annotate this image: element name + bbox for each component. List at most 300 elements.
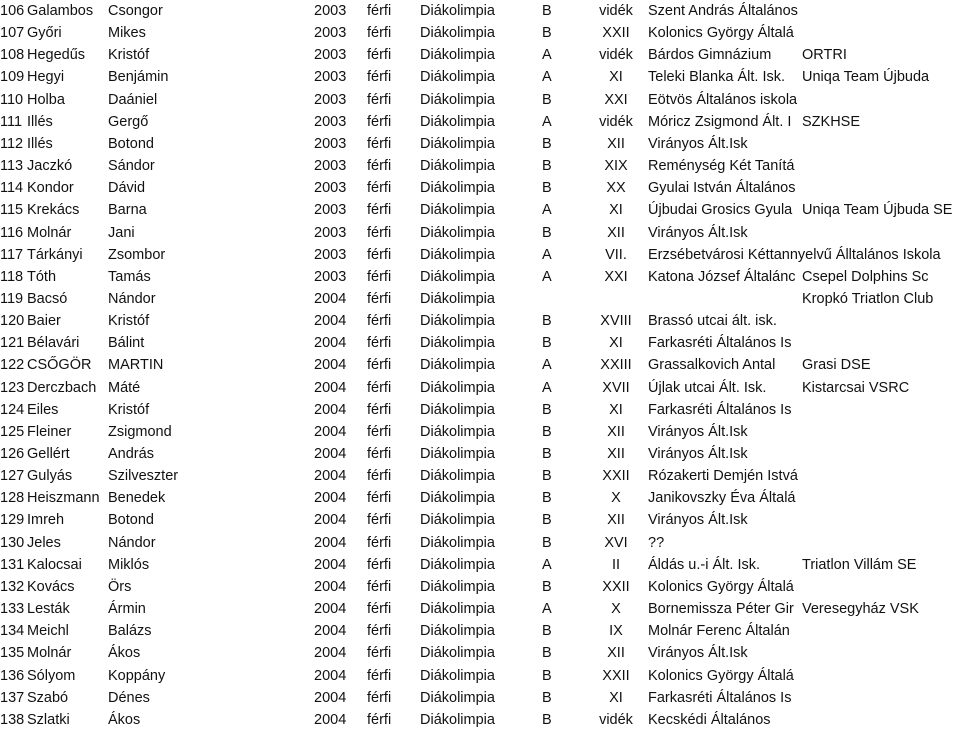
competition-cell[interactable]: Diákolimpia — [420, 135, 495, 152]
competition-cell[interactable]: Diákolimpia — [420, 490, 495, 507]
last-name-cell[interactable]: Kovács — [27, 578, 75, 595]
district-cell[interactable]: XII — [607, 135, 625, 152]
school-cell[interactable]: Móricz Zsigmond Ált. I — [648, 113, 792, 130]
row-number[interactable]: 112 — [0, 135, 24, 152]
competition-cell[interactable]: Diákolimpia — [420, 3, 495, 19]
first-name-cell[interactable]: Szilveszter — [108, 468, 179, 485]
last-name-cell[interactable]: Kalocsai — [27, 556, 82, 573]
school-cell[interactable]: Virányos Ált.Isk — [648, 446, 748, 462]
club-cell[interactable] — [802, 709, 960, 731]
gender-cell[interactable]: férfi — [367, 135, 392, 152]
first-name-cell[interactable]: Jani — [108, 224, 135, 241]
birth-year-cell[interactable]: 2004 — [314, 578, 347, 595]
school-cell[interactable]: Gyulai István Általános — [648, 180, 796, 197]
row-number[interactable]: 138 — [0, 711, 25, 728]
row-number[interactable]: 137 — [0, 689, 25, 706]
first-name-cell[interactable]: MARTIN — [108, 357, 164, 374]
birth-year-cell[interactable]: 2003 — [314, 268, 347, 285]
district-cell[interactable]: XX — [606, 180, 626, 197]
club-cell[interactable] — [802, 89, 960, 111]
district-cell[interactable]: VII. — [605, 246, 627, 263]
row-number[interactable]: 106 — [0, 3, 25, 19]
row-number[interactable]: 122 — [0, 357, 25, 374]
school-cell[interactable]: Grassalkovich Antal — [648, 357, 776, 374]
district-cell[interactable]: XI — [609, 689, 623, 706]
first-name-cell[interactable]: Kristóf — [108, 47, 150, 64]
row-number[interactable]: 118 — [0, 268, 24, 285]
category-cell[interactable] — [542, 288, 562, 310]
school-cell[interactable]: Újlak utcai Ált. Isk. — [648, 379, 767, 396]
club-cell[interactable] — [802, 487, 960, 509]
competition-cell[interactable]: Diákolimpia — [420, 512, 495, 529]
first-name-cell[interactable]: Benjámin — [108, 69, 169, 86]
row-number[interactable]: 128 — [0, 490, 25, 507]
school-cell[interactable]: Katona József Általánc — [648, 268, 796, 285]
club-cell[interactable] — [802, 532, 960, 554]
gender-cell[interactable]: férfi — [367, 711, 392, 728]
competition-cell[interactable]: Diákolimpia — [420, 290, 495, 307]
category-cell[interactable]: A — [542, 69, 552, 86]
gender-cell[interactable]: férfi — [367, 335, 392, 352]
row-number[interactable]: 134 — [0, 623, 25, 640]
school-cell[interactable]: Farkasréti Általános Is — [648, 689, 792, 706]
category-cell[interactable]: A — [542, 47, 552, 64]
district-cell[interactable]: XI — [609, 69, 623, 86]
last-name-cell[interactable]: Heiszmann — [27, 490, 100, 507]
competition-cell[interactable]: Diákolimpia — [420, 711, 495, 728]
birth-year-cell[interactable]: 2004 — [314, 623, 347, 640]
category-cell[interactable]: A — [542, 379, 552, 396]
birth-year-cell[interactable]: 2004 — [314, 468, 347, 485]
district-cell[interactable]: XXI — [604, 268, 628, 285]
first-name-cell[interactable]: Ákos — [108, 711, 141, 728]
last-name-cell[interactable]: Jaczkó — [27, 158, 73, 175]
first-name-cell[interactable]: Botond — [108, 135, 154, 152]
row-number[interactable]: 125 — [0, 423, 25, 440]
district-cell[interactable]: II — [611, 556, 621, 573]
gender-cell[interactable]: férfi — [367, 468, 392, 485]
category-cell[interactable]: B — [542, 689, 552, 706]
competition-cell[interactable]: Diákolimpia — [420, 180, 495, 197]
club-cell[interactable] — [802, 665, 960, 687]
gender-cell[interactable]: férfi — [367, 357, 392, 374]
competition-cell[interactable]: Diákolimpia — [420, 113, 495, 130]
competition-cell[interactable]: Diákolimpia — [420, 268, 495, 285]
gender-cell[interactable]: férfi — [367, 667, 392, 684]
school-cell[interactable]: Molnár Ferenc Általán — [648, 623, 790, 640]
category-cell[interactable]: B — [542, 623, 552, 640]
district-cell[interactable]: XII — [607, 224, 625, 241]
club-cell[interactable] — [802, 0, 960, 22]
gender-cell[interactable]: férfi — [367, 534, 392, 551]
club-cell[interactable]: Uniqa Team Újbuda SE — [802, 202, 953, 219]
competition-cell[interactable]: Diákolimpia — [420, 446, 495, 462]
school-cell[interactable]: Teleki Blanka Ált. Isk. — [648, 69, 785, 86]
birth-year-cell[interactable]: 2004 — [314, 601, 347, 618]
category-cell[interactable]: A — [542, 246, 552, 263]
birth-year-cell[interactable]: 2003 — [314, 69, 347, 86]
category-cell[interactable]: B — [542, 180, 552, 197]
last-name-cell[interactable]: Illés — [27, 113, 53, 130]
district-cell[interactable]: XXII — [602, 667, 630, 684]
category-cell[interactable]: B — [542, 468, 552, 485]
gender-cell[interactable]: férfi — [367, 623, 392, 640]
gender-cell[interactable]: férfi — [367, 25, 392, 42]
birth-year-cell[interactable]: 2004 — [314, 313, 347, 330]
row-number[interactable]: 120 — [0, 313, 25, 330]
competition-cell[interactable]: Diákolimpia — [420, 246, 495, 263]
row-number[interactable]: 123 — [0, 379, 25, 396]
last-name-cell[interactable]: CSŐGÖR — [27, 357, 92, 374]
first-name-cell[interactable]: Nándor — [108, 290, 156, 307]
row-number[interactable]: 126 — [0, 446, 25, 462]
school-cell[interactable]: Farkasréti Általános Is — [648, 335, 792, 352]
birth-year-cell[interactable]: 2003 — [314, 91, 347, 108]
competition-cell[interactable]: Diákolimpia — [420, 313, 495, 330]
district-cell[interactable]: XVI — [604, 534, 628, 551]
category-cell[interactable]: B — [542, 423, 552, 440]
last-name-cell[interactable]: Bacsó — [27, 290, 68, 307]
first-name-cell[interactable]: Kristóf — [108, 401, 150, 418]
school-cell[interactable]: Kolonics György Általá — [648, 25, 794, 42]
birth-year-cell[interactable]: 2003 — [314, 135, 347, 152]
birth-year-cell[interactable]: 2003 — [314, 158, 347, 175]
competition-cell[interactable]: Diákolimpia — [420, 224, 495, 241]
birth-year-cell[interactable]: 2004 — [314, 446, 347, 462]
last-name-cell[interactable]: Meichl — [27, 623, 69, 640]
district-cell[interactable]: XII — [607, 512, 625, 529]
birth-year-cell[interactable]: 2004 — [314, 423, 347, 440]
gender-cell[interactable]: férfi — [367, 578, 392, 595]
school-cell[interactable]: Bornemissza Péter Gir — [648, 601, 794, 618]
birth-year-cell[interactable]: 2004 — [314, 645, 347, 662]
competition-cell[interactable]: Diákolimpia — [420, 534, 495, 551]
club-cell[interactable]: Kistarcsai VSRC — [802, 379, 910, 396]
competition-cell[interactable]: Diákolimpia — [420, 202, 495, 219]
first-name-cell[interactable]: Zsombor — [108, 246, 166, 263]
club-cell[interactable]: ORTRI — [802, 47, 847, 64]
row-number[interactable]: 135 — [0, 645, 25, 662]
school-cell[interactable]: Bárdos Gimnázium — [648, 47, 772, 64]
gender-cell[interactable]: férfi — [367, 512, 392, 529]
district-cell[interactable]: X — [611, 490, 621, 507]
category-cell[interactable]: B — [542, 224, 552, 241]
gender-cell[interactable]: férfi — [367, 158, 392, 175]
school-cell[interactable]: Virányos Ált.Isk — [648, 423, 748, 440]
last-name-cell[interactable]: Sólyom — [27, 667, 76, 684]
club-cell[interactable] — [802, 576, 960, 598]
category-cell[interactable]: A — [542, 556, 552, 573]
first-name-cell[interactable]: Miklós — [108, 556, 150, 573]
last-name-cell[interactable]: Molnár — [27, 645, 72, 662]
category-cell[interactable]: B — [542, 158, 552, 175]
first-name-cell[interactable]: Tamás — [108, 268, 151, 285]
club-cell[interactable]: Grasi DSE — [802, 357, 871, 374]
category-cell[interactable]: B — [542, 534, 552, 551]
district-cell[interactable]: IX — [609, 623, 623, 640]
school-cell[interactable]: Virányos Ált.Isk — [648, 135, 748, 152]
last-name-cell[interactable]: Győri — [27, 25, 62, 42]
district-cell[interactable]: XVII — [602, 379, 630, 396]
row-number[interactable]: 111 — [0, 113, 23, 130]
gender-cell[interactable]: férfi — [367, 423, 392, 440]
first-name-cell[interactable]: Barna — [108, 202, 147, 219]
district-cell[interactable]: XVIII — [600, 313, 632, 330]
district-cell[interactable]: XXII — [602, 25, 630, 42]
row-number[interactable]: 109 — [0, 69, 25, 86]
first-name-cell[interactable]: Botond — [108, 512, 154, 529]
school-cell[interactable]: Reménység Két Tanítá — [648, 158, 795, 175]
category-cell[interactable]: A — [542, 357, 552, 374]
last-name-cell[interactable]: Hegedűs — [27, 47, 86, 64]
row-number[interactable]: 132 — [0, 578, 25, 595]
club-cell[interactable] — [802, 642, 960, 664]
row-number[interactable]: 131 — [0, 556, 25, 573]
gender-cell[interactable]: férfi — [367, 268, 392, 285]
category-cell[interactable]: B — [542, 512, 552, 529]
last-name-cell[interactable]: Imreh — [27, 512, 65, 529]
district-cell[interactable] — [587, 288, 645, 310]
first-name-cell[interactable]: Nándor — [108, 534, 156, 551]
row-number[interactable]: 124 — [0, 401, 25, 418]
row-number[interactable]: 130 — [0, 534, 25, 551]
school-cell[interactable]: Janikovszky Éva Általá — [648, 490, 796, 507]
district-cell[interactable]: XXI — [604, 91, 628, 108]
birth-year-cell[interactable]: 2003 — [314, 25, 347, 42]
first-name-cell[interactable]: Koppány — [108, 667, 166, 684]
club-cell[interactable]: Uniqa Team Újbuda — [802, 69, 930, 86]
club-cell[interactable] — [802, 332, 960, 354]
school-cell[interactable]: Virányos Ált.Isk — [648, 224, 748, 241]
competition-cell[interactable]: Diákolimpia — [420, 556, 495, 573]
row-number[interactable]: 117 — [0, 246, 24, 263]
club-cell[interactable] — [802, 222, 960, 244]
category-cell[interactable]: A — [542, 113, 552, 130]
school-cell[interactable]: Virányos Ált.Isk — [648, 645, 748, 662]
gender-cell[interactable]: férfi — [367, 224, 392, 241]
row-number[interactable]: 110 — [0, 91, 24, 108]
category-cell[interactable]: B — [542, 135, 552, 152]
category-cell[interactable]: B — [542, 3, 552, 19]
district-cell[interactable]: vidék — [599, 3, 633, 19]
club-cell[interactable] — [802, 244, 960, 266]
gender-cell[interactable]: férfi — [367, 180, 392, 197]
school-cell[interactable]: Kolonics György Általá — [648, 667, 794, 684]
district-cell[interactable]: XXII — [602, 578, 630, 595]
last-name-cell[interactable]: Derczbach — [27, 379, 97, 396]
gender-cell[interactable]: férfi — [367, 313, 392, 330]
birth-year-cell[interactable]: 2004 — [314, 401, 347, 418]
gender-cell[interactable]: férfi — [367, 645, 392, 662]
row-number[interactable]: 119 — [0, 290, 24, 307]
birth-year-cell[interactable]: 2004 — [314, 689, 347, 706]
club-cell[interactable] — [802, 687, 960, 709]
school-cell[interactable]: Erzsébetvárosi Kéttannyelvű Álltalános Iskola — [648, 246, 941, 263]
club-cell[interactable] — [802, 509, 960, 531]
club-cell[interactable] — [802, 465, 960, 487]
category-cell[interactable]: B — [542, 578, 552, 595]
district-cell[interactable]: XII — [607, 645, 625, 662]
club-cell[interactable] — [802, 133, 960, 155]
gender-cell[interactable]: férfi — [367, 401, 392, 418]
school-cell[interactable]: Eötvös Általános iskola — [648, 91, 798, 108]
birth-year-cell[interactable]: 2003 — [314, 113, 347, 130]
first-name-cell[interactable]: Zsigmond — [108, 423, 172, 440]
birth-year-cell[interactable]: 2004 — [314, 357, 347, 374]
category-cell[interactable]: B — [542, 711, 552, 728]
school-cell[interactable]: Kecskédi Általános — [648, 711, 771, 728]
first-name-cell[interactable]: András — [108, 446, 154, 462]
school-cell[interactable]: Virányos Ált.Isk — [648, 512, 748, 529]
birth-year-cell[interactable]: 2004 — [314, 534, 347, 551]
birth-year-cell[interactable]: 2003 — [314, 202, 347, 219]
club-cell[interactable] — [802, 22, 960, 44]
birth-year-cell[interactable]: 2004 — [314, 290, 347, 307]
district-cell[interactable]: XI — [609, 401, 623, 418]
school-cell[interactable] — [648, 288, 808, 310]
club-cell[interactable]: Veresegyház VSK — [802, 601, 919, 618]
competition-cell[interactable]: Diákolimpia — [420, 91, 495, 108]
club-cell[interactable] — [802, 177, 960, 199]
gender-cell[interactable]: férfi — [367, 490, 392, 507]
first-name-cell[interactable]: Sándor — [108, 158, 155, 175]
last-name-cell[interactable]: Gulyás — [27, 468, 73, 485]
competition-cell[interactable]: Diákolimpia — [420, 468, 495, 485]
school-cell[interactable]: ?? — [648, 534, 665, 551]
category-cell[interactable]: B — [542, 335, 552, 352]
category-cell[interactable]: A — [542, 601, 552, 618]
club-cell[interactable] — [802, 399, 960, 421]
birth-year-cell[interactable]: 2003 — [314, 246, 347, 263]
last-name-cell[interactable]: Fleiner — [27, 423, 72, 440]
category-cell[interactable]: B — [542, 401, 552, 418]
competition-cell[interactable]: Diákolimpia — [420, 335, 495, 352]
row-number[interactable]: 108 — [0, 47, 25, 64]
last-name-cell[interactable]: Holba — [27, 91, 65, 108]
last-name-cell[interactable]: Molnár — [27, 224, 72, 241]
competition-cell[interactable]: Diákolimpia — [420, 423, 495, 440]
category-cell[interactable]: B — [542, 645, 552, 662]
row-number[interactable]: 129 — [0, 512, 25, 529]
competition-cell[interactable]: Diákolimpia — [420, 401, 495, 418]
row-number[interactable]: 121 — [0, 335, 25, 352]
first-name-cell[interactable]: Balázs — [108, 623, 152, 640]
birth-year-cell[interactable]: 2004 — [314, 667, 347, 684]
last-name-cell[interactable]: Gellért — [27, 446, 70, 462]
row-number[interactable]: 107 — [0, 25, 25, 42]
gender-cell[interactable]: férfi — [367, 556, 392, 573]
birth-year-cell[interactable]: 2004 — [314, 711, 347, 728]
first-name-cell[interactable]: Ákos — [108, 645, 141, 662]
competition-cell[interactable]: Diákolimpia — [420, 69, 495, 86]
district-cell[interactable]: vidék — [599, 47, 633, 64]
birth-year-cell[interactable]: 2003 — [314, 47, 347, 64]
birth-year-cell[interactable]: 2003 — [314, 3, 347, 19]
school-cell[interactable]: Újbudai Grosics Gyula — [648, 202, 793, 219]
last-name-cell[interactable]: Tárkányi — [27, 246, 83, 263]
gender-cell[interactable]: férfi — [367, 689, 392, 706]
competition-cell[interactable]: Diákolimpia — [420, 578, 495, 595]
district-cell[interactable]: XI — [609, 202, 623, 219]
last-name-cell[interactable]: Tóth — [27, 268, 57, 285]
gender-cell[interactable]: férfi — [367, 47, 392, 64]
school-cell[interactable]: Kolonics György Általá — [648, 578, 794, 595]
birth-year-cell[interactable]: 2004 — [314, 335, 347, 352]
birth-year-cell[interactable]: 2004 — [314, 556, 347, 573]
club-cell[interactable] — [802, 421, 960, 443]
district-cell[interactable]: XII — [607, 446, 625, 462]
last-name-cell[interactable]: Bélavári — [27, 335, 80, 352]
competition-cell[interactable]: Diákolimpia — [420, 357, 495, 374]
gender-cell[interactable]: férfi — [367, 246, 392, 263]
club-cell[interactable]: SZKHSE — [802, 113, 861, 130]
school-cell[interactable]: Brassó utcai ált. isk. — [648, 313, 777, 330]
row-number[interactable]: 136 — [0, 667, 25, 684]
competition-cell[interactable]: Diákolimpia — [420, 623, 495, 640]
last-name-cell[interactable]: Lesták — [27, 601, 70, 618]
district-cell[interactable]: vidék — [599, 113, 633, 130]
club-cell[interactable] — [802, 155, 960, 177]
district-cell[interactable]: vidék — [599, 711, 633, 728]
first-name-cell[interactable]: Kristóf — [108, 313, 150, 330]
row-number[interactable]: 116 — [0, 224, 24, 241]
last-name-cell[interactable]: Baier — [27, 313, 61, 330]
first-name-cell[interactable]: Dávid — [108, 180, 146, 197]
gender-cell[interactable]: férfi — [367, 69, 392, 86]
gender-cell[interactable]: férfi — [367, 3, 392, 19]
school-cell[interactable]: Szent András Általános — [648, 3, 798, 19]
birth-year-cell[interactable]: 2004 — [314, 490, 347, 507]
category-cell[interactable]: B — [542, 25, 552, 42]
first-name-cell[interactable]: Örs — [108, 578, 132, 595]
row-number[interactable]: 127 — [0, 468, 25, 485]
category-cell[interactable]: B — [542, 446, 552, 462]
first-name-cell[interactable]: Benedek — [108, 490, 166, 507]
last-name-cell[interactable]: Jeles — [27, 534, 61, 551]
last-name-cell[interactable]: Kondor — [27, 180, 74, 197]
gender-cell[interactable]: férfi — [367, 113, 392, 130]
gender-cell[interactable]: férfi — [367, 202, 392, 219]
birth-year-cell[interactable]: 2003 — [314, 224, 347, 241]
first-name-cell[interactable]: Daániel — [108, 91, 158, 108]
birth-year-cell[interactable]: 2003 — [314, 180, 347, 197]
first-name-cell[interactable]: Dénes — [108, 689, 150, 706]
gender-cell[interactable]: férfi — [367, 446, 392, 462]
competition-cell[interactable]: Diákolimpia — [420, 667, 495, 684]
school-cell[interactable]: Farkasréti Általános Is — [648, 401, 792, 418]
district-cell[interactable]: XXII — [602, 468, 630, 485]
club-cell[interactable]: Kropkó Triatlon Club — [802, 290, 934, 307]
district-cell[interactable]: XIX — [604, 158, 628, 175]
category-cell[interactable]: B — [542, 313, 552, 330]
category-cell[interactable]: B — [542, 667, 552, 684]
gender-cell[interactable]: férfi — [367, 290, 392, 307]
club-cell[interactable] — [802, 310, 960, 332]
last-name-cell[interactable]: Galambos — [27, 3, 94, 19]
category-cell[interactable]: A — [542, 202, 552, 219]
first-name-cell[interactable]: Mikes — [108, 25, 146, 42]
category-cell[interactable]: A — [542, 268, 552, 285]
competition-cell[interactable]: Diákolimpia — [420, 601, 495, 618]
category-cell[interactable]: B — [542, 490, 552, 507]
club-cell[interactable] — [802, 443, 960, 465]
row-number[interactable]: 133 — [0, 601, 25, 618]
competition-cell[interactable]: Diákolimpia — [420, 379, 495, 396]
district-cell[interactable]: X — [611, 601, 621, 618]
birth-year-cell[interactable]: 2004 — [314, 379, 347, 396]
competition-cell[interactable]: Diákolimpia — [420, 47, 495, 64]
club-cell[interactable] — [802, 620, 960, 642]
